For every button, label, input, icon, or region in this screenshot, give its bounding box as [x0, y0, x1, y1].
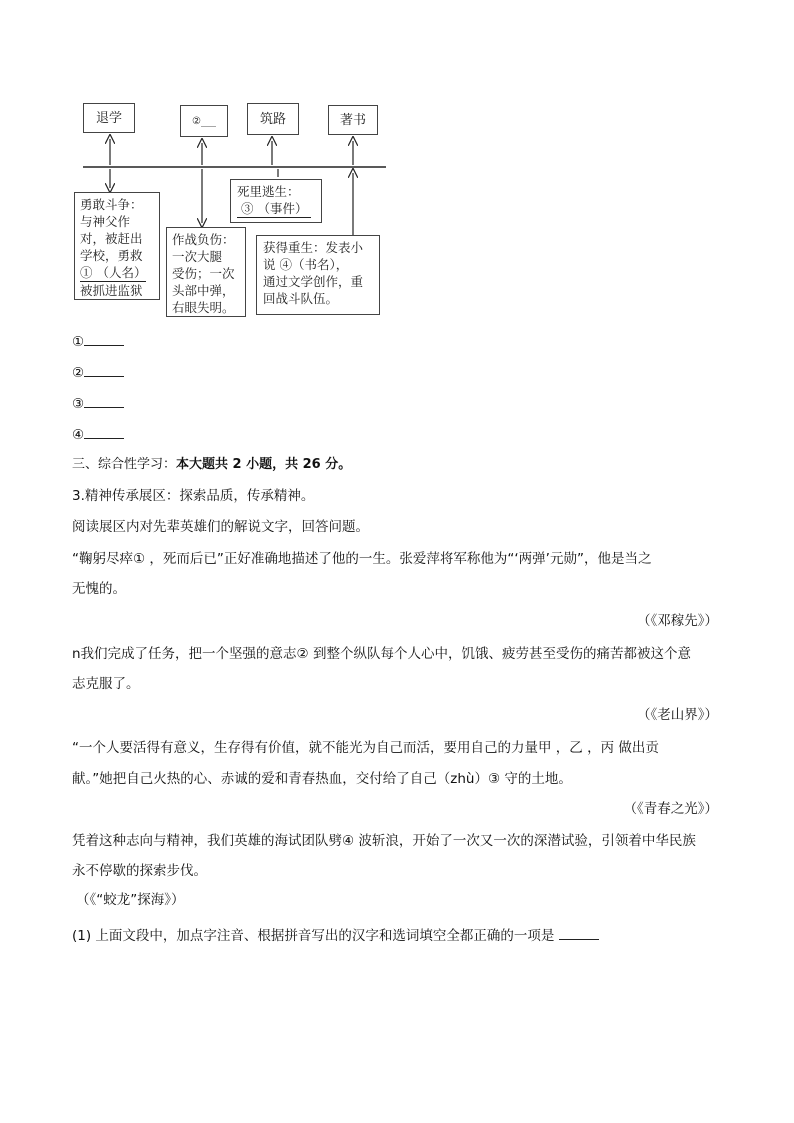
passage-2-line-2: 志克服了。	[72, 676, 140, 692]
passage-1-line-2: 无愧的。	[72, 581, 126, 597]
timeline-diagram	[60, 95, 400, 325]
passage-1-source: （《邓稼先》）	[637, 613, 718, 629]
answer-line-4[interactable]: ④	[72, 424, 124, 445]
answer-line-1[interactable]: ①	[72, 331, 124, 352]
top-box-zhushu: 著书	[328, 105, 378, 135]
question-3-title: 3.精神传承展区：探索品质，传承精神。	[72, 488, 315, 504]
box-injury: 作战负伤： 一次大腿 受伤；一次 头部中弹， 右眼失明。	[166, 227, 246, 317]
question-1[interactable]: (1) 上面文段中，加点字注音、根据拼音写出的汉字和选词填空全都正确的一项是	[72, 925, 599, 946]
question-3-instruction: 阅读展区内对先辈英雄们的解说文字，回答问题。	[72, 519, 369, 535]
box-rebirth: 获得重生：发表小 说 ④（书名）， 通过文学创作，重 回战斗队伍。	[256, 235, 380, 315]
top-box-blank-2: ②___	[180, 105, 228, 137]
passage-4-source: （《“蛟龙”探海》）	[76, 892, 185, 908]
answer-line-2[interactable]: ②	[72, 362, 124, 383]
passage-3-line-1: “一个人要活得有意义，生存得有价值，就不能光为自己而活，要用自己的力量甲 ，乙 ，丙 做出贡	[72, 740, 659, 756]
passage-2-source: （《老山界》）	[637, 707, 718, 723]
passage-4-line-2: 永不停歇的探索步伐。	[72, 863, 207, 879]
passage-3-source: （《青春之光》）	[623, 801, 718, 817]
passage-4-line-1: 凭着这种志向与精神，我们英雄的海试团队劈④ 波斩浪，开始了一次又一次的深潜试验，引领着中华民族	[72, 833, 696, 849]
passage-1-line-1: “鞠躬尽瘁① ，死而后已”正好准确地描述了他的一生。张爱萍将军称他为“‘两弹’元勋”，他是当之	[72, 551, 652, 567]
answer-line-3[interactable]: ③	[72, 393, 124, 414]
box-struggle: 勇敢斗争： 与神父作 对，被赶出 学校，勇救 ① （人名） 被抓进监狱	[74, 192, 160, 300]
top-box-tuixue: 退学	[83, 103, 135, 133]
passage-2-line-1: n我们完成了任务，把一个坚强的意志② 到整个纵队每个人心中，饥饿、疲劳甚至受伤的痛苦都被这个意	[72, 646, 691, 662]
box-escape: 死里逃生： ③ （事件）	[230, 179, 322, 223]
passage-3-line-2: 献。”她把自己火热的心、赤诚的爱和青春热血，交付给了自己（zhù）③ 守的土地。	[72, 771, 572, 787]
section-heading: 三、综合性学习：本大题共 2 小题，共 26 分。	[72, 457, 352, 472]
top-box-zhulu: 筑路	[247, 103, 299, 135]
